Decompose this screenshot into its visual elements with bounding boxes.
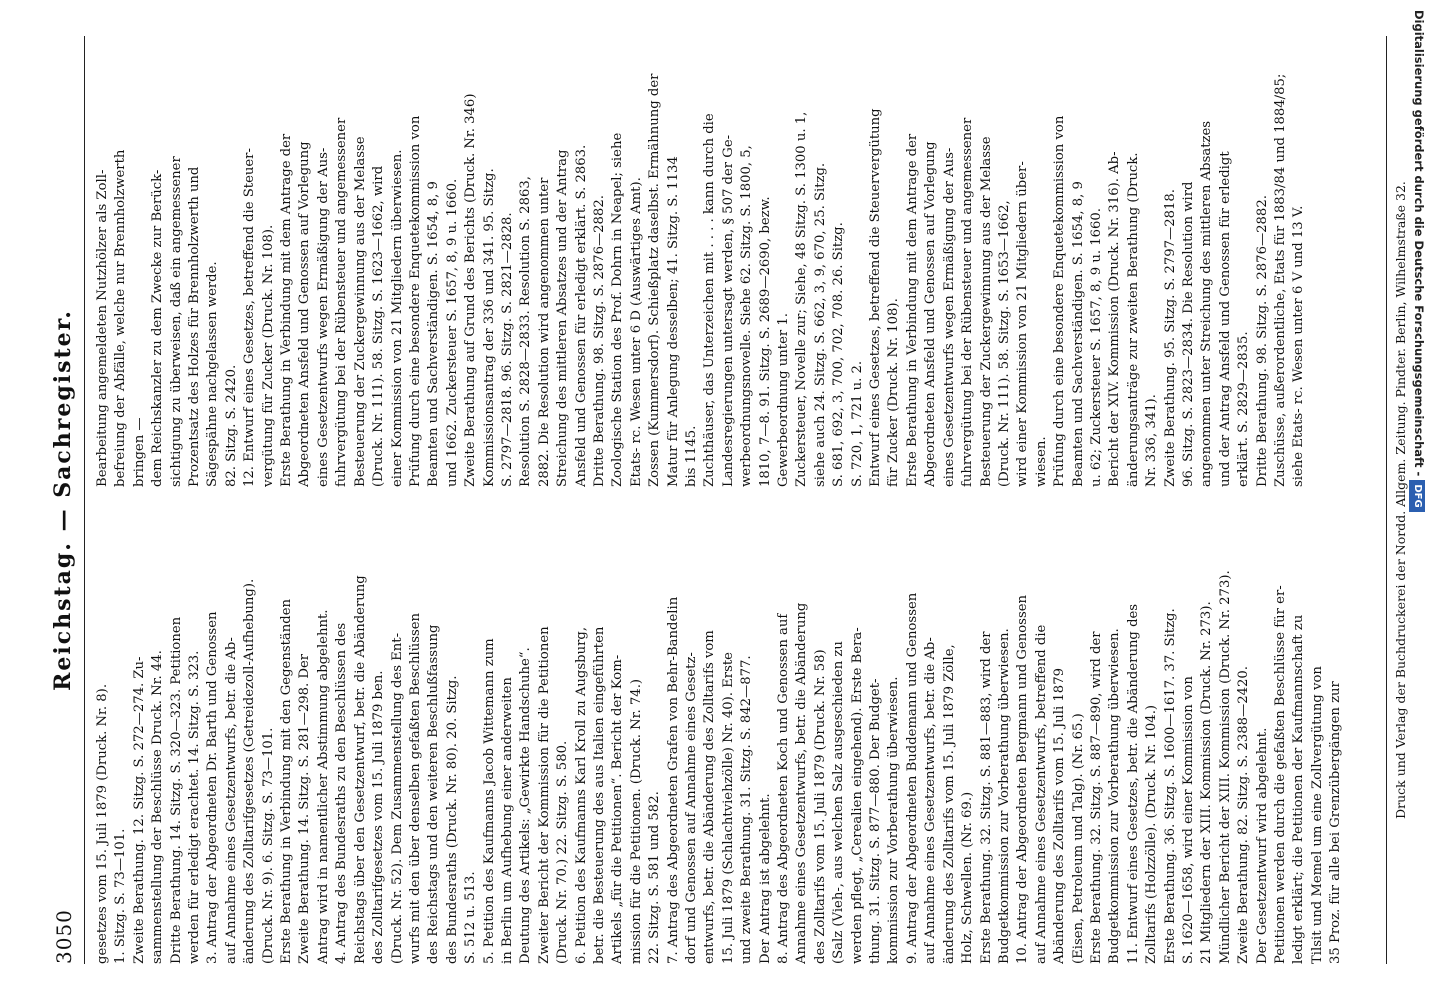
text-line: Zweite Berathung. 95. Sitzg. S. 2797—2818.	[1162, 189, 1178, 487]
text-line: 1. Sitzg. S. 73—101.	[113, 828, 129, 964]
text-line: Zweiter Bericht der Kommission für die Petitionen	[536, 626, 552, 964]
text-line: Prozentsatz des Holzes für Brennholzwerth und	[187, 166, 203, 487]
text-line: 4. Antrag des Bundesraths zu den Beschlüssen des	[334, 622, 350, 964]
text-line: für Zucker (Druck. Nr. 108).	[886, 298, 902, 487]
text-line: betr. die Besteuerung des aus Italien eingeführten	[591, 626, 607, 964]
text-line: 10. Antrag der Abgeordneten Bergmann und Genossen	[1015, 594, 1031, 964]
text-line: auf Annahme eines Gesetzentwurfs, betr. die Ab-	[223, 637, 239, 964]
text-line: Prüfung durch eine besondere Enquetekommission von	[407, 115, 423, 487]
text-line: (Salz (Vieh-, aus welchen Salz ausgeschieden zu	[831, 641, 847, 964]
text-line: Besteuerung der Zuckergewinnung aus der Melasse	[352, 136, 368, 487]
text-line: werden für erledigt erachtet. 14. Sitzg. S. 323.	[187, 650, 203, 964]
text-line: Budgetkommission zur Vorberathung überwiesen.	[1107, 628, 1123, 964]
text-line: (Druck. Nr. 9). 6. Sitzg. S. 73—101.	[260, 727, 276, 964]
text-line: sammenstellung der Beschlüsse Druck. Nr. 44.	[150, 650, 166, 964]
text-line: sichtigung zu überweisen, daß ein angemessener	[168, 156, 184, 487]
text-line: befreiung der Abfälle, welche nur Brennholzwerth	[113, 149, 129, 487]
text-line: Streichung des mittleren Absatzes und der Antrag	[555, 149, 571, 487]
text-line: Abänderung des Zolltarifs vom 15. Juli 1879	[1052, 668, 1068, 964]
text-line: Zweite Berathung. 82. Sitzg. S. 2388—2420.	[1236, 666, 1252, 964]
credit-text: Digitalisierung gefördert durch die Deutsche Forschungsgemeinschaft -	[1412, 10, 1426, 477]
text-line: (Eisen, Petroleum und Talg). (Nr. 65.)	[1070, 713, 1086, 964]
text-line: Mündlicher Bericht der XIII. Kommission (Druck. Nr. 273).	[1217, 570, 1233, 964]
running-title: Reichstag. — Sachregister.	[50, 309, 76, 691]
text-line: auf Annahme eines Gesetzentwurfs, betreffend die	[1033, 624, 1049, 964]
text-line: vergütung für Zucker (Druck. Nr. 108).	[260, 224, 276, 487]
text-line: bringen —	[131, 417, 147, 487]
text-line: und 1662. Zuckersteuer S. 1657, 8, 9 u. 1660.	[444, 178, 460, 487]
text-line: ledigt erklärt; die Petitionen der Kaufmannschaft zu	[1291, 614, 1307, 964]
text-line: Bericht der XIV. Kommission (Druck. Nr. 316). Ab-	[1107, 151, 1123, 487]
text-line: Prüfung durch eine besondere Enquetekommission von	[1052, 115, 1068, 487]
text-line: werden pflegt, „Cerealien eingehend). Erste Bera-	[849, 627, 865, 964]
text-line: dem Reichskanzler zu dem Zwecke zur Berück-	[150, 169, 166, 487]
text-line: werbeordnungsnovelle. Siehe 62. Sitzg. S. 1800, 5,	[739, 145, 755, 487]
text-line: Zweite Berathung. 14. Sitzg. S. 281—298. Der	[297, 653, 313, 964]
text-line: 8. Antrag des Abgeordneten Koch und Genossen auf	[776, 613, 792, 964]
text-line: Erste Berathung. 32. Sitzg. S. 887—890, wird der	[1088, 631, 1104, 964]
text-line: einer Kommission von 21 Mitgliedern überwiesen.	[389, 149, 405, 487]
text-line: S. 1620—1658, wird einer Kommission von	[1180, 676, 1196, 964]
text-line: Artikels „für die Petitionen“. Bericht der Kom-	[610, 654, 626, 964]
text-line: Zuckersteuer, Novelle zur; Siehe, 48 Sitzg. S. 1300 u. 1,	[794, 111, 810, 487]
text-line: Beamten und Sachverständigen. S. 1654, 8, 9	[1070, 181, 1086, 487]
text-line: Zuschüsse, außerordentliche, Etats für 1883/84 und 1884/85;	[1273, 73, 1288, 487]
text-line: änderung des Zolltarifgesetzes (Getreidezoll-Aufhebung).	[242, 578, 258, 964]
text-line: Matur für Anlegung desselben; 41. Sitzg. S. 1134	[665, 156, 681, 487]
text-line: Annahme eines Gesetzentwurfs, betr. die Abänderung	[794, 602, 810, 964]
text-line: angenommen unter Streichung des mittleren Absatzes	[1199, 120, 1215, 487]
text-line: wurfs mit den über denselben gefaßten Beschlüssen	[407, 612, 423, 964]
text-line: Holz, Schwellen. (Nr. 69.)	[960, 791, 976, 964]
text-line: änderungsanträge zur zweiten Berathung (Druck.	[1125, 152, 1141, 487]
text-line: Erste Berathung in Verbindung mit dem Antrage der	[279, 133, 295, 487]
text-line: eines Gesetzentwurfs wegen Ermäßigung der Aus-	[941, 147, 957, 487]
text-line: Entwurf eines Gesetzes, betreffend die Steuervergütung	[868, 108, 884, 487]
text-line: 9. Antrag der Abgeordneten Buddemann und Genossen	[904, 592, 920, 964]
text-line: des Bundesraths (Druck. Nr. 80). 20. Sitzg.	[444, 675, 460, 964]
text-line: Deutung des Artikels: „Gewirkte Handschuhe“.	[518, 647, 534, 964]
credit-text-line	[1408, 10, 1430, 990]
text-line: änderung des Zolltarifs vom 15. Juli 1879 Zölle,	[941, 644, 957, 964]
text-line: fuhrvergütung bei der Rübensteuer und angemessener	[960, 117, 976, 487]
text-line: gesetzes vom 15. Juli 1879 (Druck. Nr. 8).	[95, 683, 110, 964]
text-line: (Druck. Nr. 70.) 22. Sitzg. S. 580.	[555, 740, 571, 964]
right-column	[95, 36, 1385, 487]
text-line: Resolution S. 2828—2833. Resolution S. 2863,	[518, 176, 534, 487]
text-line: des Zolltarifs vom 15. Juli 1879 (Druck. Nr. 58)	[812, 649, 828, 964]
text-line: Nr. 336, 341).	[1144, 394, 1160, 487]
text-line: Zweite Berathung auf Grund des Berichts (Druck. Nr. 346)	[463, 93, 479, 487]
text-line: S. 720, 1, 721 u. 2.	[849, 360, 865, 487]
text-columns	[95, 36, 1385, 964]
text-line: Der Gesetzentwurf wird abgelehnt.	[1254, 727, 1270, 964]
text-line: Besteuerung der Zuckergewinnung aus der Melasse	[978, 136, 994, 487]
text-line: Abgeordneten Ansfeld und Genossen auf Vorlegung	[923, 141, 939, 487]
text-line: fuhrvergütung bei der Rübensteuer und angemessener	[334, 117, 350, 487]
text-line: 12. Entwurf eines Gesetzes, betreffend die Steuer-	[242, 148, 258, 487]
text-line: des Zolltarifgesetzes vom 15. Juli 1879 ben.	[371, 670, 387, 964]
text-line: Dritte Berathung. 98. Sitzg. S. 2876—2882.	[591, 195, 607, 487]
text-line: mission für die Petitionen. (Druck. Nr. 74.)	[628, 678, 644, 964]
text-line: siehe auch 24. Sitzg. S. 662, 3, 9, 670, 25. Sitzg.	[812, 162, 828, 487]
rotated-page-content	[16, 0, 1416, 1000]
text-line: S. 512 u. 513.	[463, 871, 479, 964]
text-line: Kommissionsantrag der 336 und 341. 95. Sitzg.	[481, 168, 497, 487]
text-line: Etats- rc. Wesen unter 6 D (Auswärtiges Amt).	[628, 177, 644, 487]
text-line: Erste Berathung in Verbindung mit dem Antrage der	[904, 133, 920, 487]
text-line: Abgeordneten Ansfeld und Genossen auf Vorlegung	[297, 141, 313, 487]
text-line: Tilsit und Memel um eine Zollvergütung von	[1309, 666, 1325, 964]
text-line: 21 Mitgliedern der XIII. Kommission (Druck. Nr. 273).	[1199, 601, 1215, 964]
text-line: Petitionen werden durch die gefaßten Beschlüsse für er-	[1273, 585, 1288, 964]
text-line: Reichstags über den Gesetzentwurf, betr. die Abänderung	[352, 575, 368, 964]
text-line: S. 2797—2818. 96. Sitzg. S. 2821—2828.	[499, 212, 515, 487]
text-line: eines Gesetzentwurfs wegen Ermäßigung der Aus-	[315, 147, 331, 487]
text-line: 5. Petition des Kaufmanns Jacob Wittemann zum	[481, 638, 497, 964]
text-line: 22. Sitzg. S. 581 und 582.	[647, 791, 663, 964]
text-line: 7. Antrag des Abgeordneten Grafen von Behr-Bandelin	[665, 596, 681, 964]
text-line: Landesregierungen untersagt werden, § 507 der Ge-	[720, 134, 736, 487]
text-line: Dritte Berathung. 98. Sitzg. S. 2876—2882.	[1254, 195, 1270, 487]
text-line: 82. Sitzg. S. 2420.	[223, 364, 239, 487]
text-line: wird einer Kommission von 21 Mitgliedern über-	[1015, 161, 1031, 487]
text-line: bis 1145.	[684, 425, 699, 487]
text-line: 15. Juli 1879 (Schlachtviehzölle) Nr. 40). Erste	[720, 652, 736, 964]
text-line: Gewerbeordnung unter 1.	[776, 313, 792, 487]
left-column	[95, 513, 1385, 964]
text-line: dorf und Genossen auf Annahme eines Gesetz-	[684, 652, 699, 964]
text-line: (Druck. Nr. 111). 58. Sitzg. S. 1653—1662,	[996, 200, 1012, 487]
text-line: 11. Entwurf eines Gesetzes, betr. die Abänderung des	[1125, 603, 1141, 964]
text-line: (Druck. Nr. 52). Dem Zusammenstellung des Ent-	[389, 632, 405, 964]
text-line: Erste Berathung. 32. Sitzg. S. 881—883, wird der	[978, 631, 994, 964]
text-line: Erste Berathung in Verbindung mit den Gegenständen	[279, 599, 295, 964]
text-line: Sägespähne nachgelassen werde.	[205, 261, 221, 487]
text-line: Budgetkommission zur Vorberathung überwiesen.	[996, 628, 1012, 964]
text-line: u. 62; Zuckersteuer S. 1657, 8, 9 u. 1660.	[1088, 208, 1104, 487]
text-line: 1810, 7—8. 91. Sitzg. S. 2689—2690, bezw.	[757, 196, 773, 487]
text-line: 3. Antrag der Abgeordneten Dr. Barth und Genossen	[205, 611, 221, 964]
imprint-footer: Druck und Verlag der Buchdruckerei der Nordd. Allgem. Zeitung. Pindter. Berlin, Wilhelmstraße 32.	[1386, 36, 1408, 964]
text-line: in Berlin um Aufhebung einer anderweiten	[499, 677, 515, 964]
text-line: 6. Petition des Kaufmanns Karl Kroll zu Augsburg,	[573, 626, 589, 964]
text-line: Antrag wird in namentlicher Abstimmung abgelehnt.	[315, 609, 331, 964]
text-line: Zuchthäuser, das Unterzeichen mit . . . . kann durch die	[702, 113, 718, 487]
dfg-logo: DFG	[1409, 480, 1425, 511]
text-line: Ansfeld und Genossen für erledigt erklärt. S. 2863.	[573, 144, 589, 487]
text-line: entwurfs, betr. die Abänderung des Zolltarifs vom	[702, 630, 718, 964]
text-line: thung. 31. Sitzg. S. 877—880. Der Budget-	[868, 678, 884, 964]
text-line: Erste Berathung. 36. Sitzg. S. 1600—1617. 37. Sitzg.	[1162, 608, 1178, 964]
text-line: auf Annahme eines Gesetzentwurfs, betr. die Ab-	[923, 637, 939, 964]
text-line: Beamten und Sachverständigen. S. 1654, 8, 9	[426, 181, 442, 487]
text-line: und der Antrag Ansfeld und Genossen für erledigt	[1217, 151, 1233, 487]
text-line: Zossen (Kummersdorf). Schießplatz daselbst. Ermähnung der	[647, 73, 663, 487]
text-line: Zoologische Station des Prof. Dohrn in Neapel; siehe	[610, 132, 626, 487]
text-line: kommission zur Vorberathung überwiesen.	[886, 676, 902, 964]
page-number: 3050	[52, 909, 76, 964]
page-header	[44, 36, 85, 964]
text-line: Der Antrag ist abgelehnt.	[757, 793, 773, 964]
text-line: 96. Sitzg. S. 2823—2834. Die Resolution wird	[1180, 181, 1196, 487]
text-line: Dritte Berathung. 14. Sitzg. S. 320—323. Petitionen	[168, 616, 184, 964]
text-line: Zweite Berathung. 12. Sitzg. S. 272—274. Zu-	[131, 656, 147, 964]
text-line: und zweite Berathung. 31. Sitzg. S. 842—877.	[739, 655, 755, 964]
text-line: des Reichstags und den weiteren Beschlußfassung	[426, 624, 442, 964]
text-line: Bearbeitung angemeldeten Nutzhölzer als Zoll-	[95, 169, 110, 487]
text-line: wiesen.	[1033, 436, 1049, 487]
text-line: 2882. Die Resolution wird angenommen unter	[536, 177, 552, 487]
digitization-credit	[1408, 10, 1430, 990]
text-line: erklärt. S. 2829—2835.	[1236, 331, 1252, 487]
text-line: Zolltarifs (Holzzölle). (Druck. Nr. 104.)	[1144, 704, 1160, 964]
text-line: (Druck. Nr. 111). 58. Sitzg. S. 1623—1662, wird	[371, 165, 387, 487]
text-line: 35 Proz. für alle bei Grenzübergängen zur	[1328, 681, 1344, 964]
text-line: siehe Etats- rc. Wesen unter 6 V und 13 V.	[1291, 205, 1307, 487]
text-line: S. 681, 692, 3, 700, 702, 708. 26. Sitzg.	[831, 222, 847, 487]
